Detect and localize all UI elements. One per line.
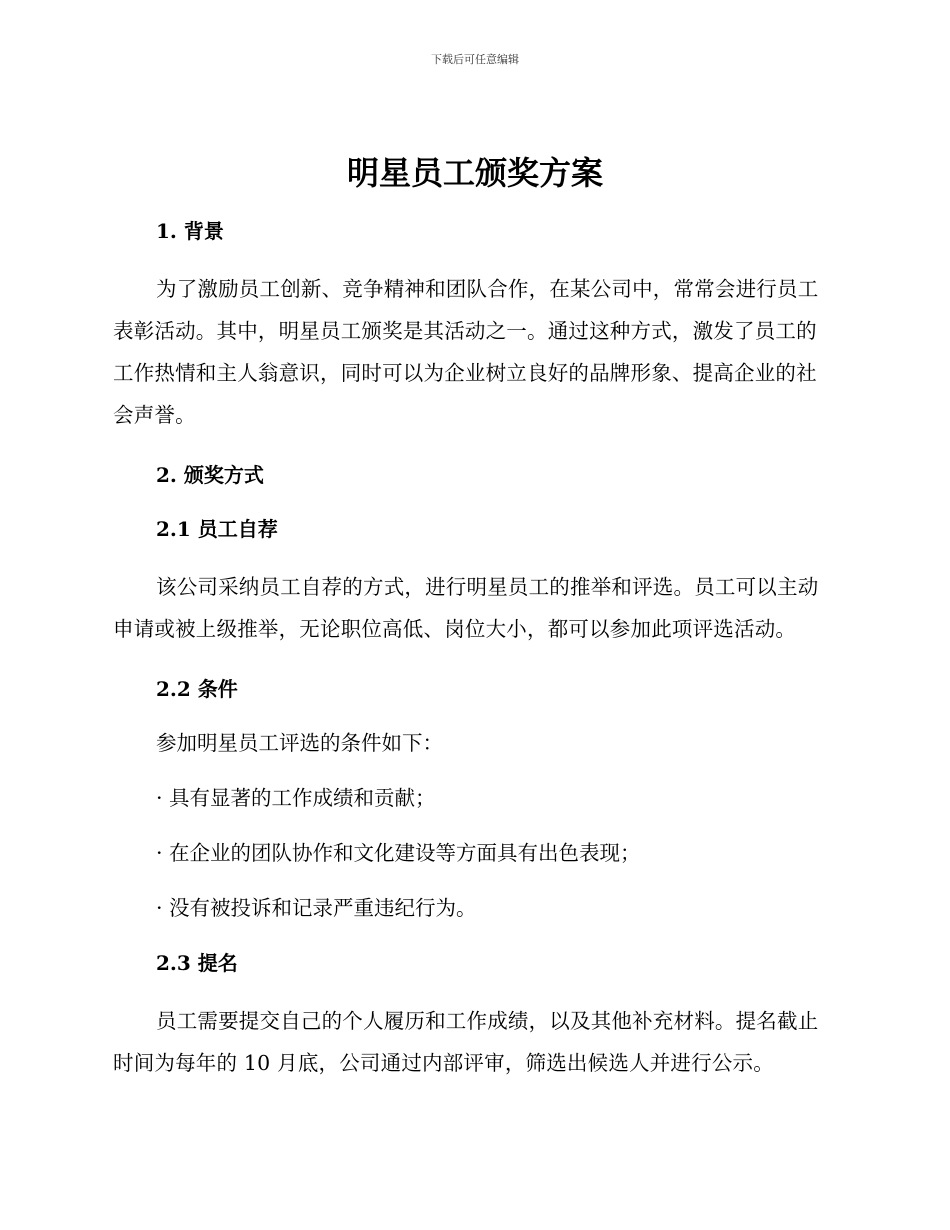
document-body: [113, 204, 833, 1084]
section-heading-nomination: 2.3 提名: [156, 951, 238, 975]
page-header-note: 下载后可任意编辑: [431, 53, 519, 66]
nomination-paragraph: 员工需要提交自己的个人履历和工作成绩，以及其他补充材料。提名截止时间为每年的 10 月底，公司通过内部评审，筛选出候选人并进行公示。: [113, 1009, 819, 1075]
conditions-intro: 参加明星员工评选的条件如下：: [156, 731, 443, 755]
condition-list-item: · 没有被投诉和记录严重违纪行为。: [156, 896, 477, 920]
section-heading-self-recommend: 2.1 员工自荐: [156, 517, 278, 541]
section-heading-award-method: 2. 颁奖方式: [156, 463, 264, 487]
background-paragraph: 为了激励员工创新、竞争精神和团队合作，在某公司中，常常会进行员工表彰活动。其中，明星员工颁奖是其活动之一。通过这种方式，激发了员工的工作热情和主人翁意识，同时可以为企业树立良好的品牌形象、提高企业的社会声誉。: [113, 277, 819, 427]
condition-list-item: · 在企业的团队协作和文化建设等方面具有出色表现；: [156, 841, 641, 865]
section-heading-conditions: 2.2 条件: [156, 677, 238, 701]
self-recommend-paragraph: 该公司采纳员工自荐的方式，进行明星员工的推举和评选。员工可以主动申请或被上级推举，无论职位高低、岗位大小，都可以参加此项评选活动。: [113, 575, 819, 641]
document-title: 明星员工颁奖方案: [346, 154, 603, 192]
condition-list-item: · 具有显著的工作成绩和贡献；: [156, 786, 436, 810]
section-heading-background: 1. 背景: [156, 219, 224, 243]
